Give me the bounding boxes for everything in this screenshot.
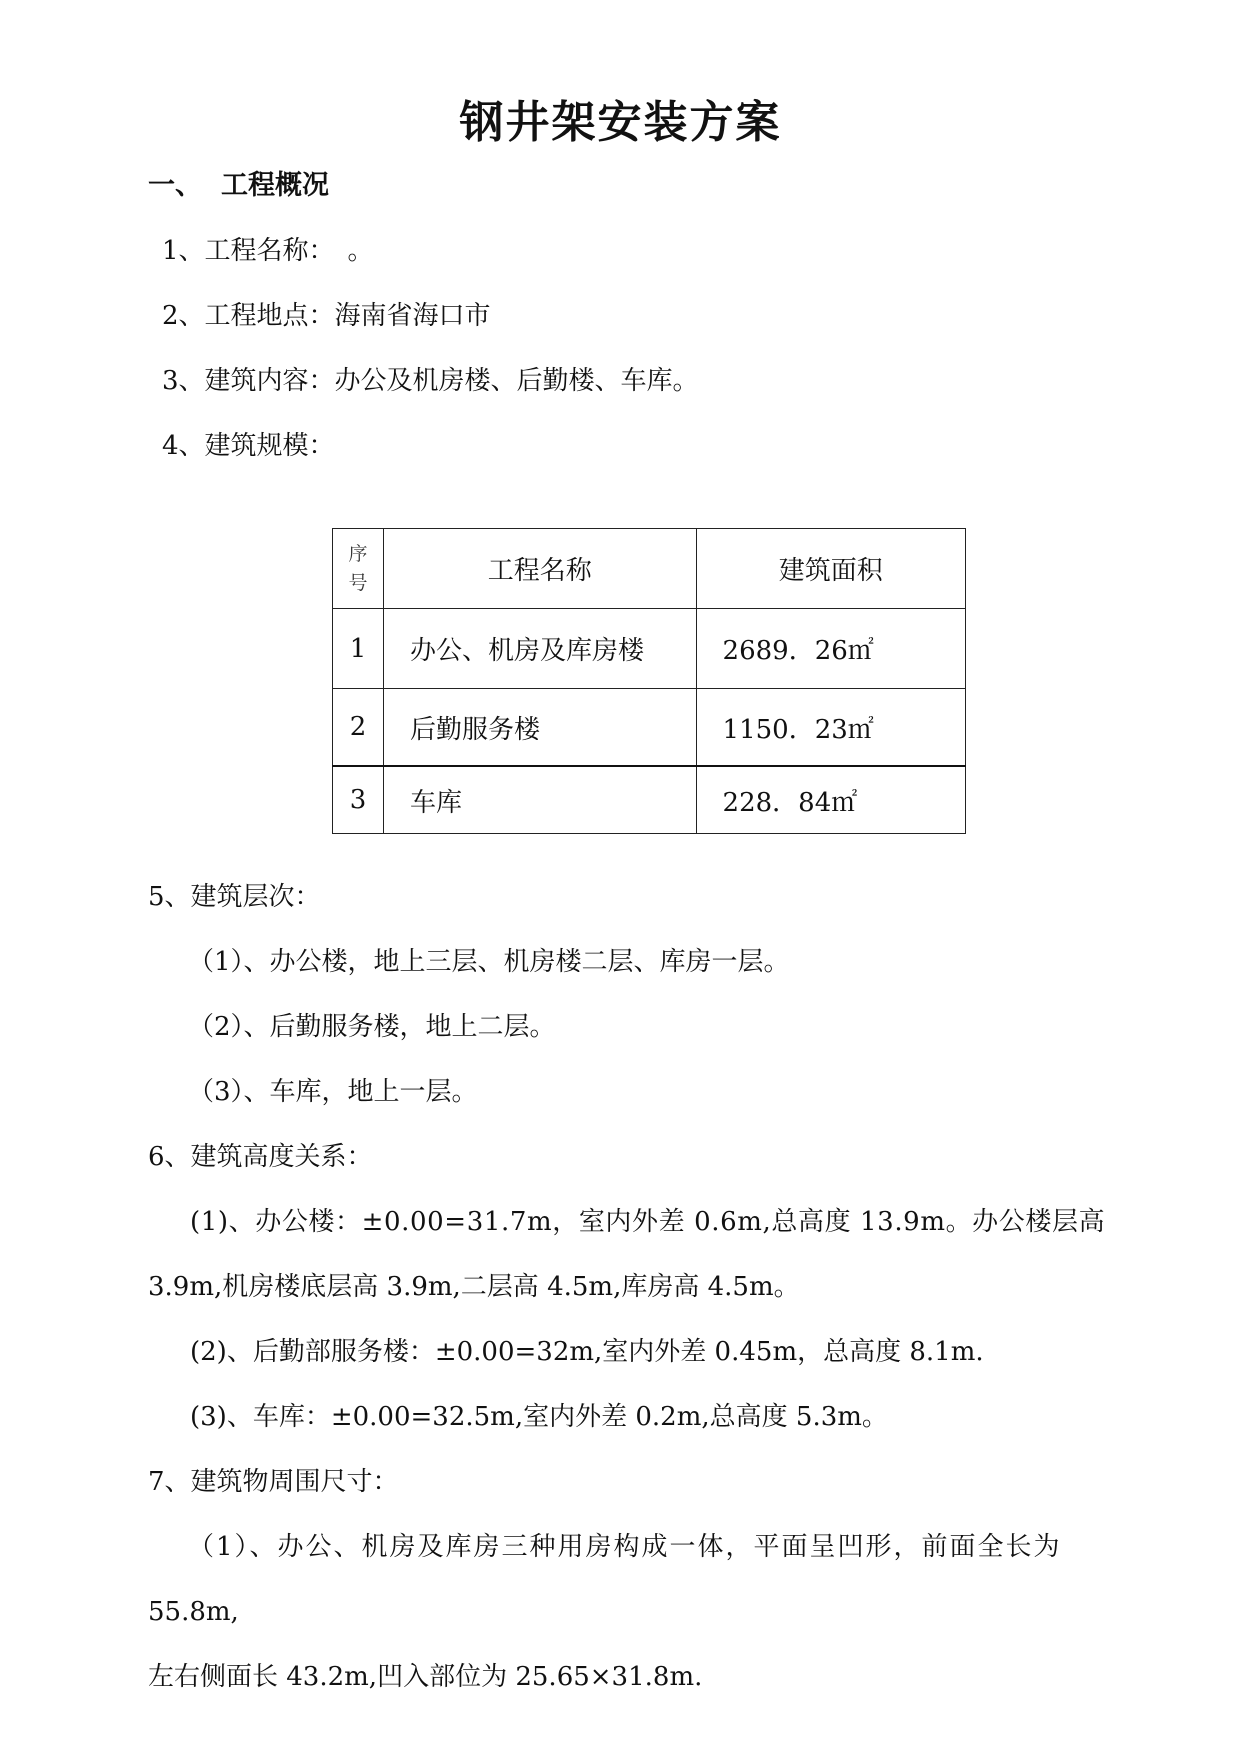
row-name: 后勤服务楼 xyxy=(383,689,696,767)
dimensions-label: 7、建筑物周围尺寸： xyxy=(148,1467,399,1497)
floors-line-2: （2）、后勤服务楼，地上二层。 xyxy=(188,1012,556,1042)
header-index: 序号 xyxy=(348,543,368,594)
header-area: 建筑面积 xyxy=(696,529,965,609)
dimensions-line-1a: （1）、办公、机房及库房三种用房构成一体，平面呈凹形，前面全长为 xyxy=(188,1532,1062,1562)
floors-line-3: （3）、车库，地上一层。 xyxy=(188,1077,478,1107)
row-area: 2689．26㎡ xyxy=(696,609,965,689)
building-scale-table xyxy=(332,528,966,834)
row-index: 1 xyxy=(333,609,384,689)
section-number: 一、 xyxy=(148,170,202,201)
heights-line-1b: 3.9m,机房楼底层高 3.9m,二层高 4.5m,库房高 4.5m。 xyxy=(148,1272,800,1302)
table-header-row xyxy=(333,529,966,609)
header-index-cell xyxy=(333,529,384,609)
document-title: 钢井架安装方案 xyxy=(459,97,782,148)
row-name: 办公、机房及库房楼 xyxy=(383,609,696,689)
row-index: 2 xyxy=(333,689,384,767)
row-area: 228．84㎡ xyxy=(696,766,965,834)
table-row xyxy=(333,766,966,834)
heights-line-3: (3)、车库：±0.00=32.5m,室内外差 0.2m,总高度 5.3m。 xyxy=(190,1402,888,1432)
dimensions-line-1b: 55.8m, xyxy=(148,1597,239,1627)
section-heading xyxy=(148,172,548,202)
heights-line-2: (2)、后勤部服务楼：±0.00=32m,室内外差 0.45m，总高度 8.1m. xyxy=(190,1337,984,1367)
table-row xyxy=(333,689,966,767)
dimensions-line-2: 左右侧面长 43.2m,凹入部位为 25.65×31.8m. xyxy=(148,1662,703,1692)
building-content-line: 3、建筑内容：办公及机房楼、后勤楼、车库。 xyxy=(162,366,699,396)
table-row xyxy=(333,609,966,689)
floors-line-1: （1）、办公楼，地上三层、机房楼二层、库房一层。 xyxy=(188,947,790,977)
section-title: 工程概况 xyxy=(221,170,329,201)
project-location-line: 2、工程地点：海南省海口市 xyxy=(162,301,491,331)
row-name: 车库 xyxy=(383,766,696,834)
building-scale-label: 4、建筑规模： xyxy=(162,431,335,461)
heights-line-1a: (1)、办公楼：±0.00=31.7m，室内外差 0.6m,总高度 13.9m。办公楼层高 xyxy=(190,1207,1106,1237)
project-name-line: 1、工程名称： 。 xyxy=(162,236,374,266)
row-index: 3 xyxy=(333,766,384,834)
heights-label: 6、建筑高度关系： xyxy=(148,1142,373,1172)
floors-label: 5、建筑层次： xyxy=(148,882,321,912)
row-area: 1150．23㎡ xyxy=(696,689,965,767)
header-name: 工程名称 xyxy=(383,529,696,609)
